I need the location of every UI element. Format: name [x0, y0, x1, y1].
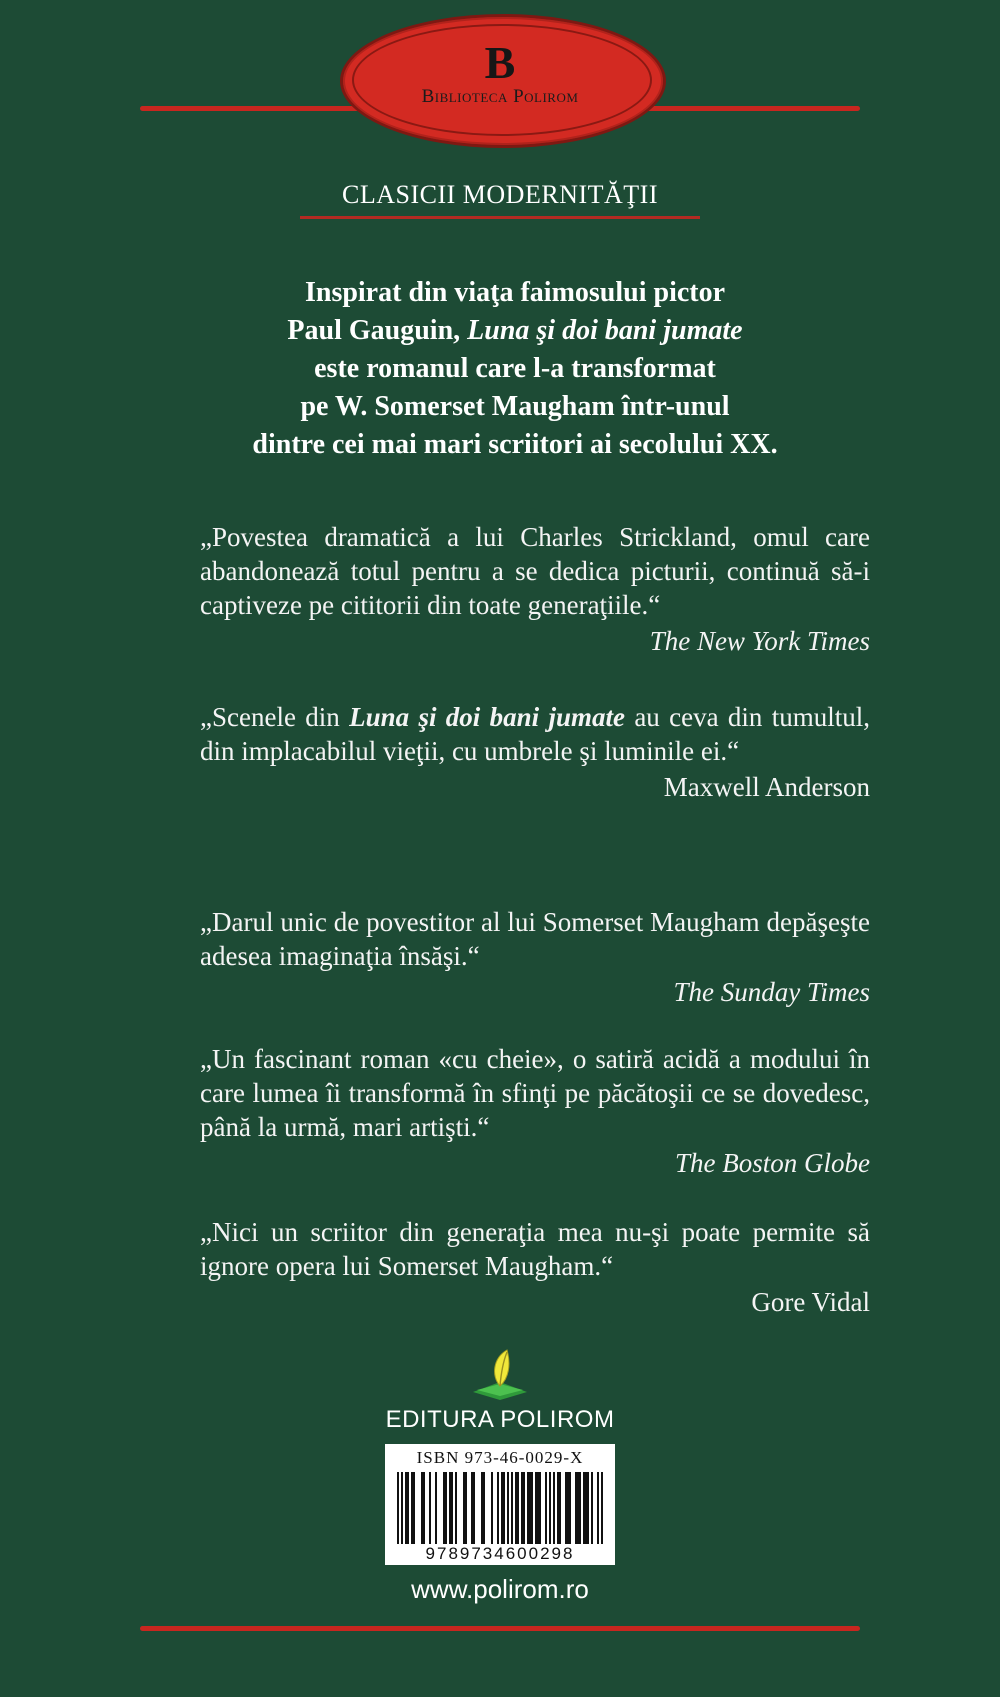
intro-paragraph: [200, 274, 830, 464]
review-quote: [200, 905, 870, 1009]
barcode-bar: [443, 1472, 447, 1544]
logo-letter: B: [484, 37, 516, 84]
quote-text: „Povestea dramatică a lui Charles Strickland, omul care abandonează totul pentru a se dedica picturii, continuă să-i captiveze pe cititorii din toate generaţiile.“: [200, 522, 870, 620]
barcode-bar: [449, 1472, 453, 1544]
intro-line: pe W. Somerset Maugham într-unul: [300, 391, 730, 422]
barcode-bar: [497, 1472, 499, 1544]
quote-text: „Un fascinant roman «cu cheie», o satiră acidă a modului în care lumea îi transformă în sfinţi pe păcătoşii ce se dovedesc, până la urmă, mari artişti.“: [200, 1044, 870, 1142]
barcode-bar: [515, 1472, 519, 1544]
quote-text: „Darul unic de povestitor al lui Somerset Maugham depăşeşte adesea imaginaţia însăşi.“: [200, 907, 870, 971]
quote-source: The Boston Globe: [675, 1148, 870, 1178]
barcode-number: 9789734600298: [425, 1544, 575, 1563]
review-quote: [200, 1042, 870, 1180]
barcode-bar: [507, 1472, 509, 1544]
barcode-bar: [575, 1472, 581, 1544]
barcode-bars-icon: [397, 1472, 603, 1544]
series-title: CLASICII MODERNITĂŢII: [342, 180, 658, 209]
barcode-bar: [397, 1472, 399, 1544]
barcode-bar: [429, 1472, 431, 1544]
review-quote: [200, 1215, 870, 1319]
publisher-website: www.polirom.ro: [411, 1574, 589, 1604]
barcode-bar: [481, 1472, 485, 1544]
review-quote: [200, 700, 870, 804]
barcode-bar: [583, 1472, 589, 1544]
quote-source: The Sunday Times: [673, 977, 870, 1007]
biblioteca-logo-icon: [470, 36, 530, 84]
publisher-name: EDITURA POLIROM: [385, 1406, 615, 1433]
quote-source: The New York Times: [649, 626, 870, 656]
barcode-bar: [601, 1472, 603, 1544]
intro-line: [200, 312, 830, 350]
intro-text: Paul Gauguin,: [287, 315, 468, 346]
barcode-bar: [545, 1472, 547, 1544]
isbn-label: ISBN 973-46-0029-X: [416, 1448, 584, 1467]
intro-line: Inspirat din viaţa faimosului pictor: [304, 277, 726, 308]
quote-text-part: au ceva din tumultul, din implacabilul vieţii, cu umbrele şi luminile ei.“: [200, 702, 870, 766]
quote-source: Gore Vidal: [751, 1287, 870, 1317]
barcode-bar: [455, 1472, 457, 1544]
bottom-red-rule: [140, 1626, 860, 1631]
review-quote: [200, 520, 870, 658]
barcode-bar: [549, 1472, 551, 1544]
barcode-bar: [557, 1472, 561, 1544]
quote-text-part: „Scenele din: [200, 702, 350, 732]
barcode-bar: [411, 1472, 415, 1544]
badge-text: Biblioteca Polirom: [421, 86, 579, 107]
barcode-bar: [527, 1472, 533, 1544]
barcode-bar: [401, 1472, 403, 1544]
barcode-bar: [491, 1472, 493, 1544]
barcode-bar: [511, 1472, 513, 1544]
quote-text: [200, 700, 870, 768]
intro-line: dintre cei mai mari scriitori ai secolului XX.: [252, 429, 778, 460]
book-title: Luna şi doi bani jumate: [467, 315, 743, 346]
barcode-bar: [501, 1472, 505, 1544]
barcode-bar: [565, 1472, 571, 1544]
quote-source: Maxwell Anderson: [663, 772, 870, 802]
barcode-bar: [597, 1472, 599, 1544]
quote-text: „Nici un scriitor din generaţia mea nu-şi poate permite să ignore opera lui Somerset Maugham.“: [200, 1217, 870, 1281]
barcode-bar: [421, 1472, 425, 1544]
barcode-bar: [591, 1472, 593, 1544]
barcode: [385, 1444, 615, 1565]
intro-line: este romanul care l-a transformat: [314, 353, 716, 384]
barcode-bar: [435, 1472, 437, 1544]
barcode-bar: [405, 1472, 409, 1544]
polirom-logo-icon: [467, 1346, 533, 1402]
barcode-bar: [521, 1472, 525, 1544]
book-title: Luna şi doi bani jumate: [349, 702, 625, 732]
barcode-bar: [463, 1472, 467, 1544]
barcode-bar: [535, 1472, 541, 1544]
series-title-underline: [300, 216, 700, 219]
barcode-bar: [553, 1472, 555, 1544]
barcode-bar: [471, 1472, 475, 1544]
